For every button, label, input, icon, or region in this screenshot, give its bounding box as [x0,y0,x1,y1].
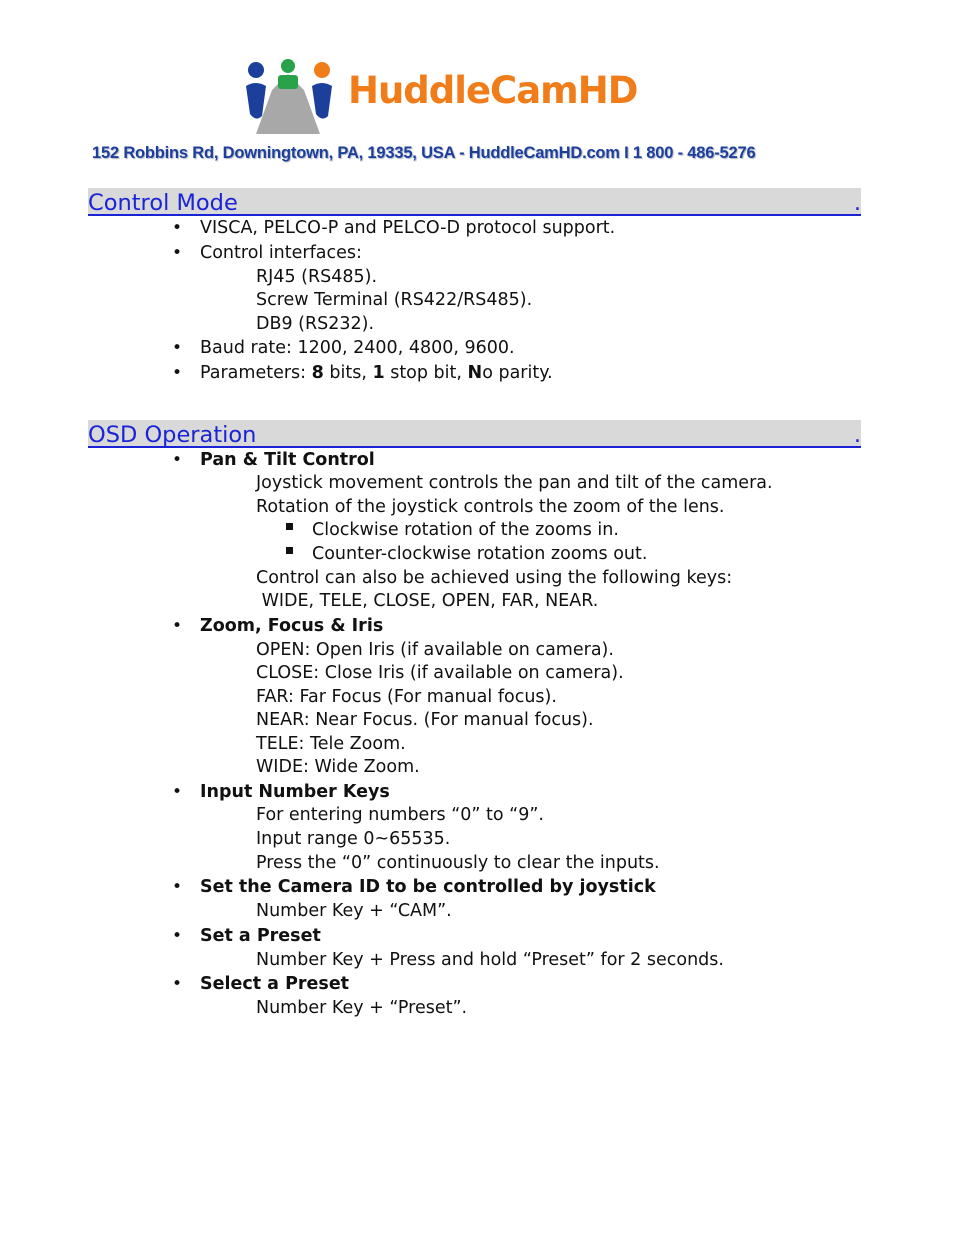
item-heading: Pan & Tilt Control [200,450,375,470]
osd-operation-title: OSD Operation [88,422,257,448]
bullet-icon: • [172,338,183,358]
list-item: VISCA, PELCO-P and PELCO-D protocol support. [200,218,616,238]
item-line: NEAR: Near Focus. (For manual focus). [256,710,594,730]
interface-item: RJ45 (RS485). [256,267,378,287]
item-heading: Set the Camera ID to be controlled by joystick [200,877,656,897]
item-line: WIDE, TELE, CLOSE, OPEN, FAR, NEAR. [256,591,599,611]
square-bullet-icon [286,523,293,530]
list-item: Control interfaces: [200,243,362,263]
bullet-icon: • [172,363,183,383]
item-heading: Set a Preset [200,926,321,946]
list-item-parameters [200,362,553,384]
brand-name: HuddleCamHD [348,69,638,112]
bullet-icon: • [172,616,183,636]
interface-item: Screw Terminal (RS422/RS485). [256,290,533,310]
item-heading: Select a Preset [200,974,350,994]
item-heading: Input Number Keys [200,782,390,802]
people-logo-icon [228,56,346,142]
item-heading: Zoom, Focus & Iris [200,616,384,636]
item-line: Joystick movement controls the pan and tilt of the camera. [256,473,773,493]
bullet-icon: • [172,450,183,470]
item-line: Number Key + “Preset”. [256,998,468,1018]
item-line: For entering numbers “0” to “9”. [256,805,544,825]
item-line: Rotation of the joystick controls the zoom of the lens. [256,497,725,517]
params-text: o parity. [482,363,553,383]
bullet-icon: • [172,218,183,238]
bullet-icon: • [172,926,183,946]
control-mode-section-header [88,188,861,216]
item-line: TELE: Tele Zoom. [256,734,406,754]
list-item: Baud rate: 1200, 2400, 4800, 9600. [200,338,515,358]
params-bold: 1 [372,363,385,383]
params-text: stop bit, [384,363,468,383]
sub-item: Counter-clockwise rotation zooms out. [312,544,648,564]
bullet-icon: • [172,243,183,263]
params-bold: 8 [311,363,324,383]
bullet-icon: • [172,782,183,802]
osd-operation-section-header [88,420,861,448]
interface-item: DB9 (RS232). [256,314,375,334]
item-line: FAR: Far Focus (For manual focus). [256,687,557,707]
item-line: Input range 0~65535. [256,829,451,849]
params-text: Parameters: [200,363,312,383]
item-line: CLOSE: Close Iris (if available on camera). [256,663,624,683]
bullet-icon: • [172,877,183,897]
item-line: Press the “0” continuously to clear the inputs. [256,853,660,873]
item-line: Number Key + Press and hold “Preset” for 2 seconds. [256,950,724,970]
page-header [0,0,954,175]
control-mode-title: Control Mode [88,190,238,216]
item-line: Control can also be achieved using the following keys: [256,568,733,588]
params-bold: N [467,363,483,383]
params-text: bits, [323,363,373,383]
bullet-icon: • [172,974,183,994]
sub-item: Clockwise rotation of the zooms in. [312,520,619,540]
item-line: Number Key + “CAM”. [256,901,452,921]
item-line: WIDE: Wide Zoom. [256,757,420,777]
item-line: OPEN: Open Iris (if available on camera). [256,640,614,660]
square-bullet-icon [286,547,293,554]
company-address: 152 Robbins Rd, Downingtown, PA, 19335, USA - HuddleCamHD.com I 1 800 - 486-5276 [92,144,756,162]
section-dot: . [853,422,861,448]
section-dot: . [853,190,861,216]
